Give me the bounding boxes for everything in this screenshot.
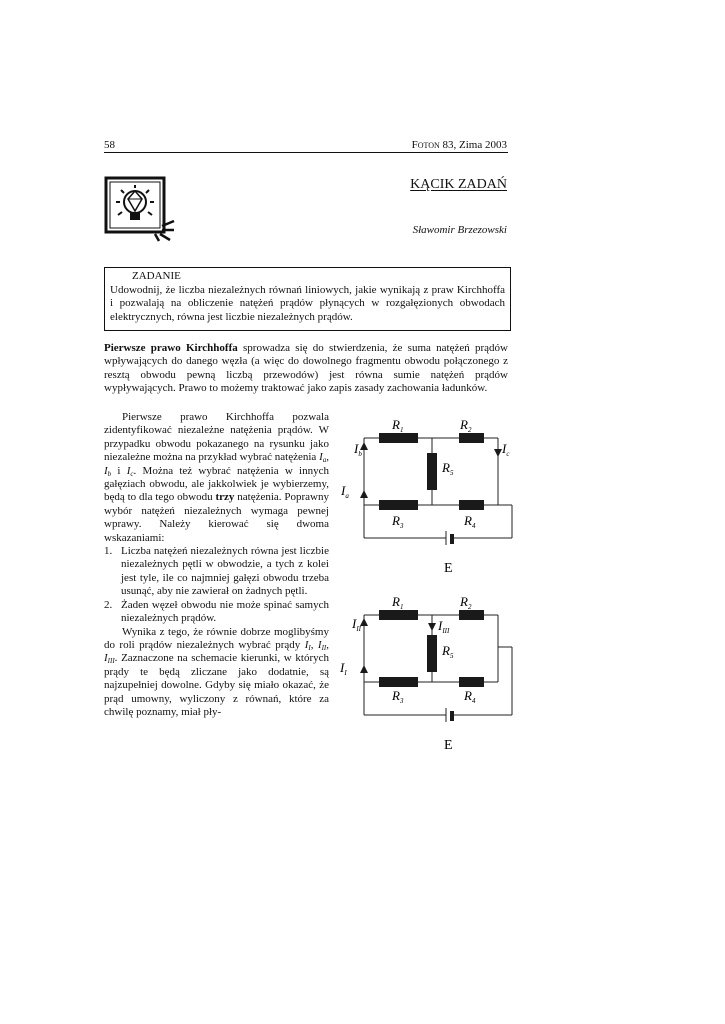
label-i1: $I_I$ bbox=[340, 660, 347, 677]
label-i2: $I_{II}$ bbox=[352, 616, 362, 633]
circuit-diagram-2 bbox=[334, 585, 514, 762]
paragraph-independent-currents: Pierwsze prawo Kirchhoffa pozwala zidentyfikować niezależne natężenia prądów. W przypadku obwodu pokazanego na rysunku jako niezależne można na przykład wybrać natężenia $I_a$, $I_b$ i $I_c$. Można też wybrać natężenia w innych gałęziach obwodu, ale jakkolwiek je wybierzemy, będą to dla tego obwodu trzy natężenia. Poprawny wybór natężeń niezależnych wymaga pewnej wprawy. Należy kierować się dwoma wskazaniami: bbox=[104, 411, 329, 544]
task-box bbox=[104, 267, 511, 331]
label-ia: $I_a$ bbox=[341, 483, 349, 500]
list-item: 2. Żaden węzeł obwodu nie może spinać samych niezależnych prądów. bbox=[104, 598, 329, 625]
page-number: 58 bbox=[104, 139, 115, 151]
paragraph-kirchhoff-law bbox=[104, 342, 508, 396]
running-header bbox=[412, 139, 507, 151]
lightbulb-icon bbox=[104, 176, 176, 242]
label-emf: E bbox=[444, 561, 453, 576]
label-r5: $R_5$ bbox=[442, 643, 454, 660]
label-r2: $R_2$ bbox=[460, 594, 472, 611]
author: Sławomir Brzezowski bbox=[412, 224, 507, 236]
header-rule bbox=[104, 152, 508, 153]
label-r2: $R_2$ bbox=[460, 417, 472, 434]
para1-text: sprowadza się do stwierdzenia, że suma natężeń prądów wpływających do danego węzła (a więc do dowolnego fragmentu obwodu połączonego z resztą obwodu pewną liczbą przewodów) jest równa sumie natężeń prądów wypływających. Prawo to możemy traktować jako zapis zasady zachowania ładunków. bbox=[104, 342, 508, 395]
label-emf: E bbox=[444, 738, 453, 753]
left-column-text bbox=[104, 411, 329, 719]
journal-name: Foton bbox=[411, 139, 440, 151]
label-r3: $R_3$ bbox=[392, 688, 404, 705]
label-r1: $R_1$ bbox=[392, 417, 404, 434]
term-kirchhoff-law: Pierwsze prawo Kirchhoffa bbox=[104, 342, 238, 354]
task-text: Udowodnij, że liczba niezależnych równań liniowych, jakie wynikają z praw Kirchhoffa i pozwalają na obliczenie natężeń prądów płynących w rozgałęzionych obwodach elektrycznych, równa jest liczbie niezależnych prądów. bbox=[110, 283, 505, 323]
list-item: 1. Liczba natężeń niezależnych równa jest liczbie niezależnych pętli w obwodzie, a tych z kolei jest tyle, ile co najmniej gałęzi obwodu trzeba usunąć, aby nie zawierał on żadnych pętli. bbox=[104, 545, 329, 598]
label-r3: $R_3$ bbox=[392, 513, 404, 530]
label-i3: $I_{III}$ bbox=[438, 618, 450, 635]
task-label: ZADANIE bbox=[132, 270, 181, 282]
label-r5: $R_5$ bbox=[442, 460, 454, 477]
label-ic: $I_c$ bbox=[502, 441, 510, 458]
paragraph-alternative-currents: Wynika z tego, że równie dobrze moglibyśmy do roli prądów niezależnych wybrać prądy $I_I$, $I_{II}$, $I_{III}$. Zaznaczone na schemacie kierunki, w których prądy te będą zliczane jako dodatnie, są najzupełniej dowolne. Gdyby się miało okazać, że prąd umowny, wyliczony z równań, które za chwilę poznamy, miał pły- bbox=[104, 625, 329, 718]
label-r1: $R_1$ bbox=[392, 594, 404, 611]
label-r4: $R_4$ bbox=[464, 688, 476, 705]
hints-list bbox=[104, 545, 329, 625]
journal-issue: 83, Zima 2003 bbox=[442, 139, 507, 151]
label-ib: $I_b$ bbox=[354, 441, 362, 458]
section-title: KĄCIK ZADAŃ bbox=[410, 177, 507, 192]
label-r4: $R_4$ bbox=[464, 513, 476, 530]
circuit-diagram-1 bbox=[334, 408, 514, 585]
